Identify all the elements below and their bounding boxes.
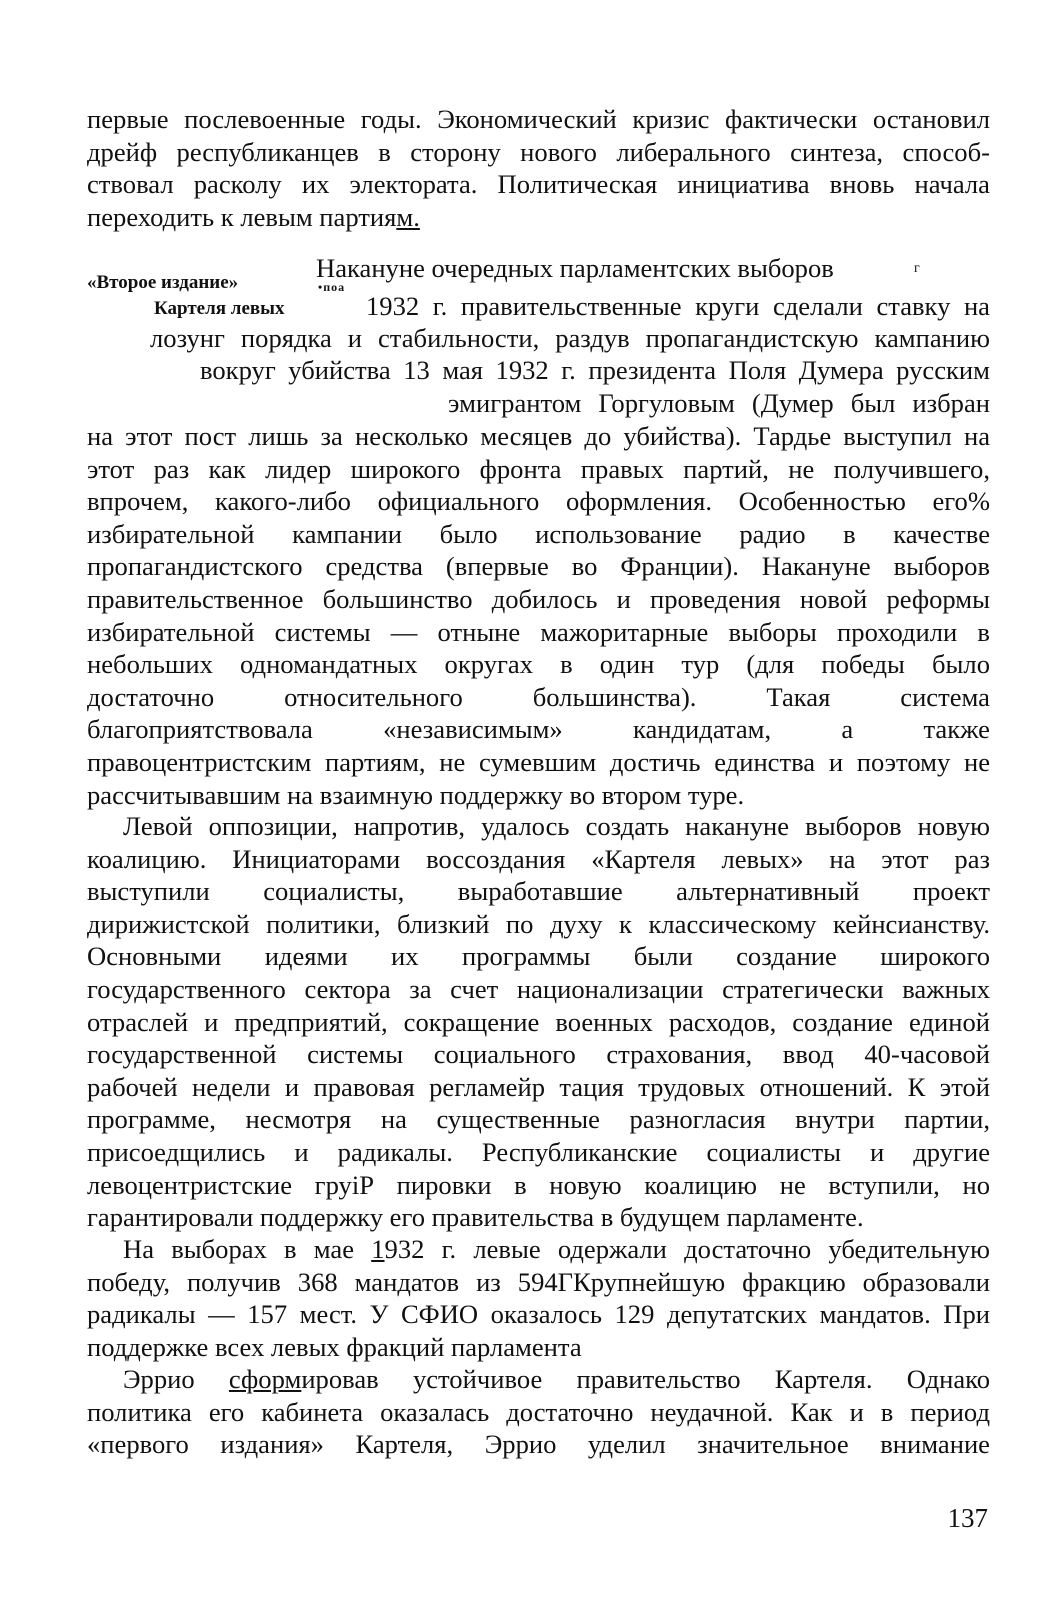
scan-artifact-text: •поа [318,280,346,294]
text-fragment: Эррио [123,1364,229,1394]
text-line: избирательной системы — отныне мажоритарные выборы проходили в [87,616,990,647]
paragraph-2 [87,810,990,1234]
text-line: победу, получив 368 мандатов из 594ГКрупнейшую фракцию образовали [87,1266,990,1297]
text-line: ствовал расколу их электората. Политическая инициатива вновь начала [87,169,990,200]
text-line: государственного сектора за счет национализации стратегически важных [87,973,990,1004]
section-line: 1932 г. правительственные круги сделали ставку на [366,291,990,321]
intro-paragraph [87,103,990,233]
text-line: левоцентристские груіР пировки в новую коалицию не вступили, но [87,1169,990,1200]
section-line: Накануне очередных парламентских выборов [316,253,834,283]
page-number: 137 [947,1503,988,1533]
text-line: дирижистской политики, близкий по духу к классическому кейнсианству. [87,908,990,939]
text-line: рассчитывавшим на взаимную поддержку во втором туре. [87,779,745,810]
text-fragment: На выборах в мае [123,1234,372,1264]
text-line: радикалы — 157 мест. У СФИО оказалось 129 депутатских мандатов. При [87,1299,990,1330]
text-line: пропагандистского средства (впервые во Франции). Накануне выборов [87,551,990,582]
paragraph-4 [87,1363,990,1461]
section-line: лозунг порядка и стабильности, раздув пропагандистскую кампанию [150,323,990,353]
sidenote-subtitle: Картеля левых [154,298,285,319]
text-line [87,1233,990,1266]
sidenote-title: «Второе издание» [87,272,239,293]
text-line [87,201,990,234]
text-line: присоедщились и радикалы. Республиканские социалисты и другие [87,1136,990,1167]
text-line: первые послевоенные годы. Экономический кризис фактически остановил [87,104,990,134]
underlined-fragment: м. [396,201,420,232]
section-line: вокруг убийства 13 мая 1932 г. президента Поля Думера русским [200,355,990,385]
text-line: Основными идеями их программы были создание широкого [87,941,990,972]
text-line: коалицию. Инициаторами воссоздания «Картеля левых» на этот раз [87,843,990,874]
underlined-fragment: сформ [228,1364,302,1394]
text-line: избирательной кампании было использование радио в качестве [87,518,990,549]
text-line: на этот пост лишь за несколько месяцев до убийства). Тардье выступил на [87,421,990,451]
text-line: «первого издания» Картеля, Эррио уделил значительное внимание [87,1429,990,1460]
underlined-fragment: 1 [371,1234,385,1264]
text-fragment: переходить к левым партия [87,201,397,232]
text-line: государственной системы социального страхования, ввод 40-часовой [87,1039,990,1070]
text-line: достаточно относительного большинства). Такая система [87,681,990,712]
text-line: этот раз как лидер широкого фронта правых партий, не получившего, [87,453,990,484]
text-line: рабочей недели и правовая регламейр тация трудовых отношений. К этой [87,1071,990,1102]
text-line: отраслей и предприятий, сокращение военных расходов, создание единой [87,1006,990,1037]
text-line: правительственное большинство добилось и проведения новой реформы [87,583,990,614]
text-line: небольших одномандатных округах в один тур (для победы было [87,649,990,680]
paragraph-1 [87,420,990,811]
text-line: политика его кабинета оказалась достаточно неудачной. Как и в период [87,1396,990,1427]
text-line [87,1363,990,1396]
paragraph-3 [87,1233,990,1363]
text-line: гарантировали поддержку его правительства в будущем парламенте. [87,1202,864,1233]
stray-mark: г [914,261,920,276]
text-line: правоцентристским партиям, не сумевшим достичь единства и поэтому не [87,746,990,777]
text-line: дрейф республиканцев в сторону нового либерального синтеза, способ- [87,136,990,167]
text-fragment: 932 г. левые одержали достаточно убедительную [384,1234,990,1264]
text-line: впрочем, какого-либо официального оформления. Особенностью его% [87,486,990,517]
section-line: эмигрантом Горгуловым (Думер был избран [448,388,990,418]
text-line: благоприятствовала «независимым» кандидатам, а также [87,714,990,745]
text-line: поддержке всех левых фракций парламента [87,1331,582,1362]
text-line: программе, несмотря на существенные разногласия внутри партии, [87,1104,990,1135]
text-line: Левой оппозиции, напротив, удалось создать накануне выборов новую [123,811,990,841]
text-fragment: ировав устойчивое правительство Картеля. Однако [301,1364,990,1394]
text-line: выступили социалисты, выработавшие альтернативный проект [87,876,990,907]
